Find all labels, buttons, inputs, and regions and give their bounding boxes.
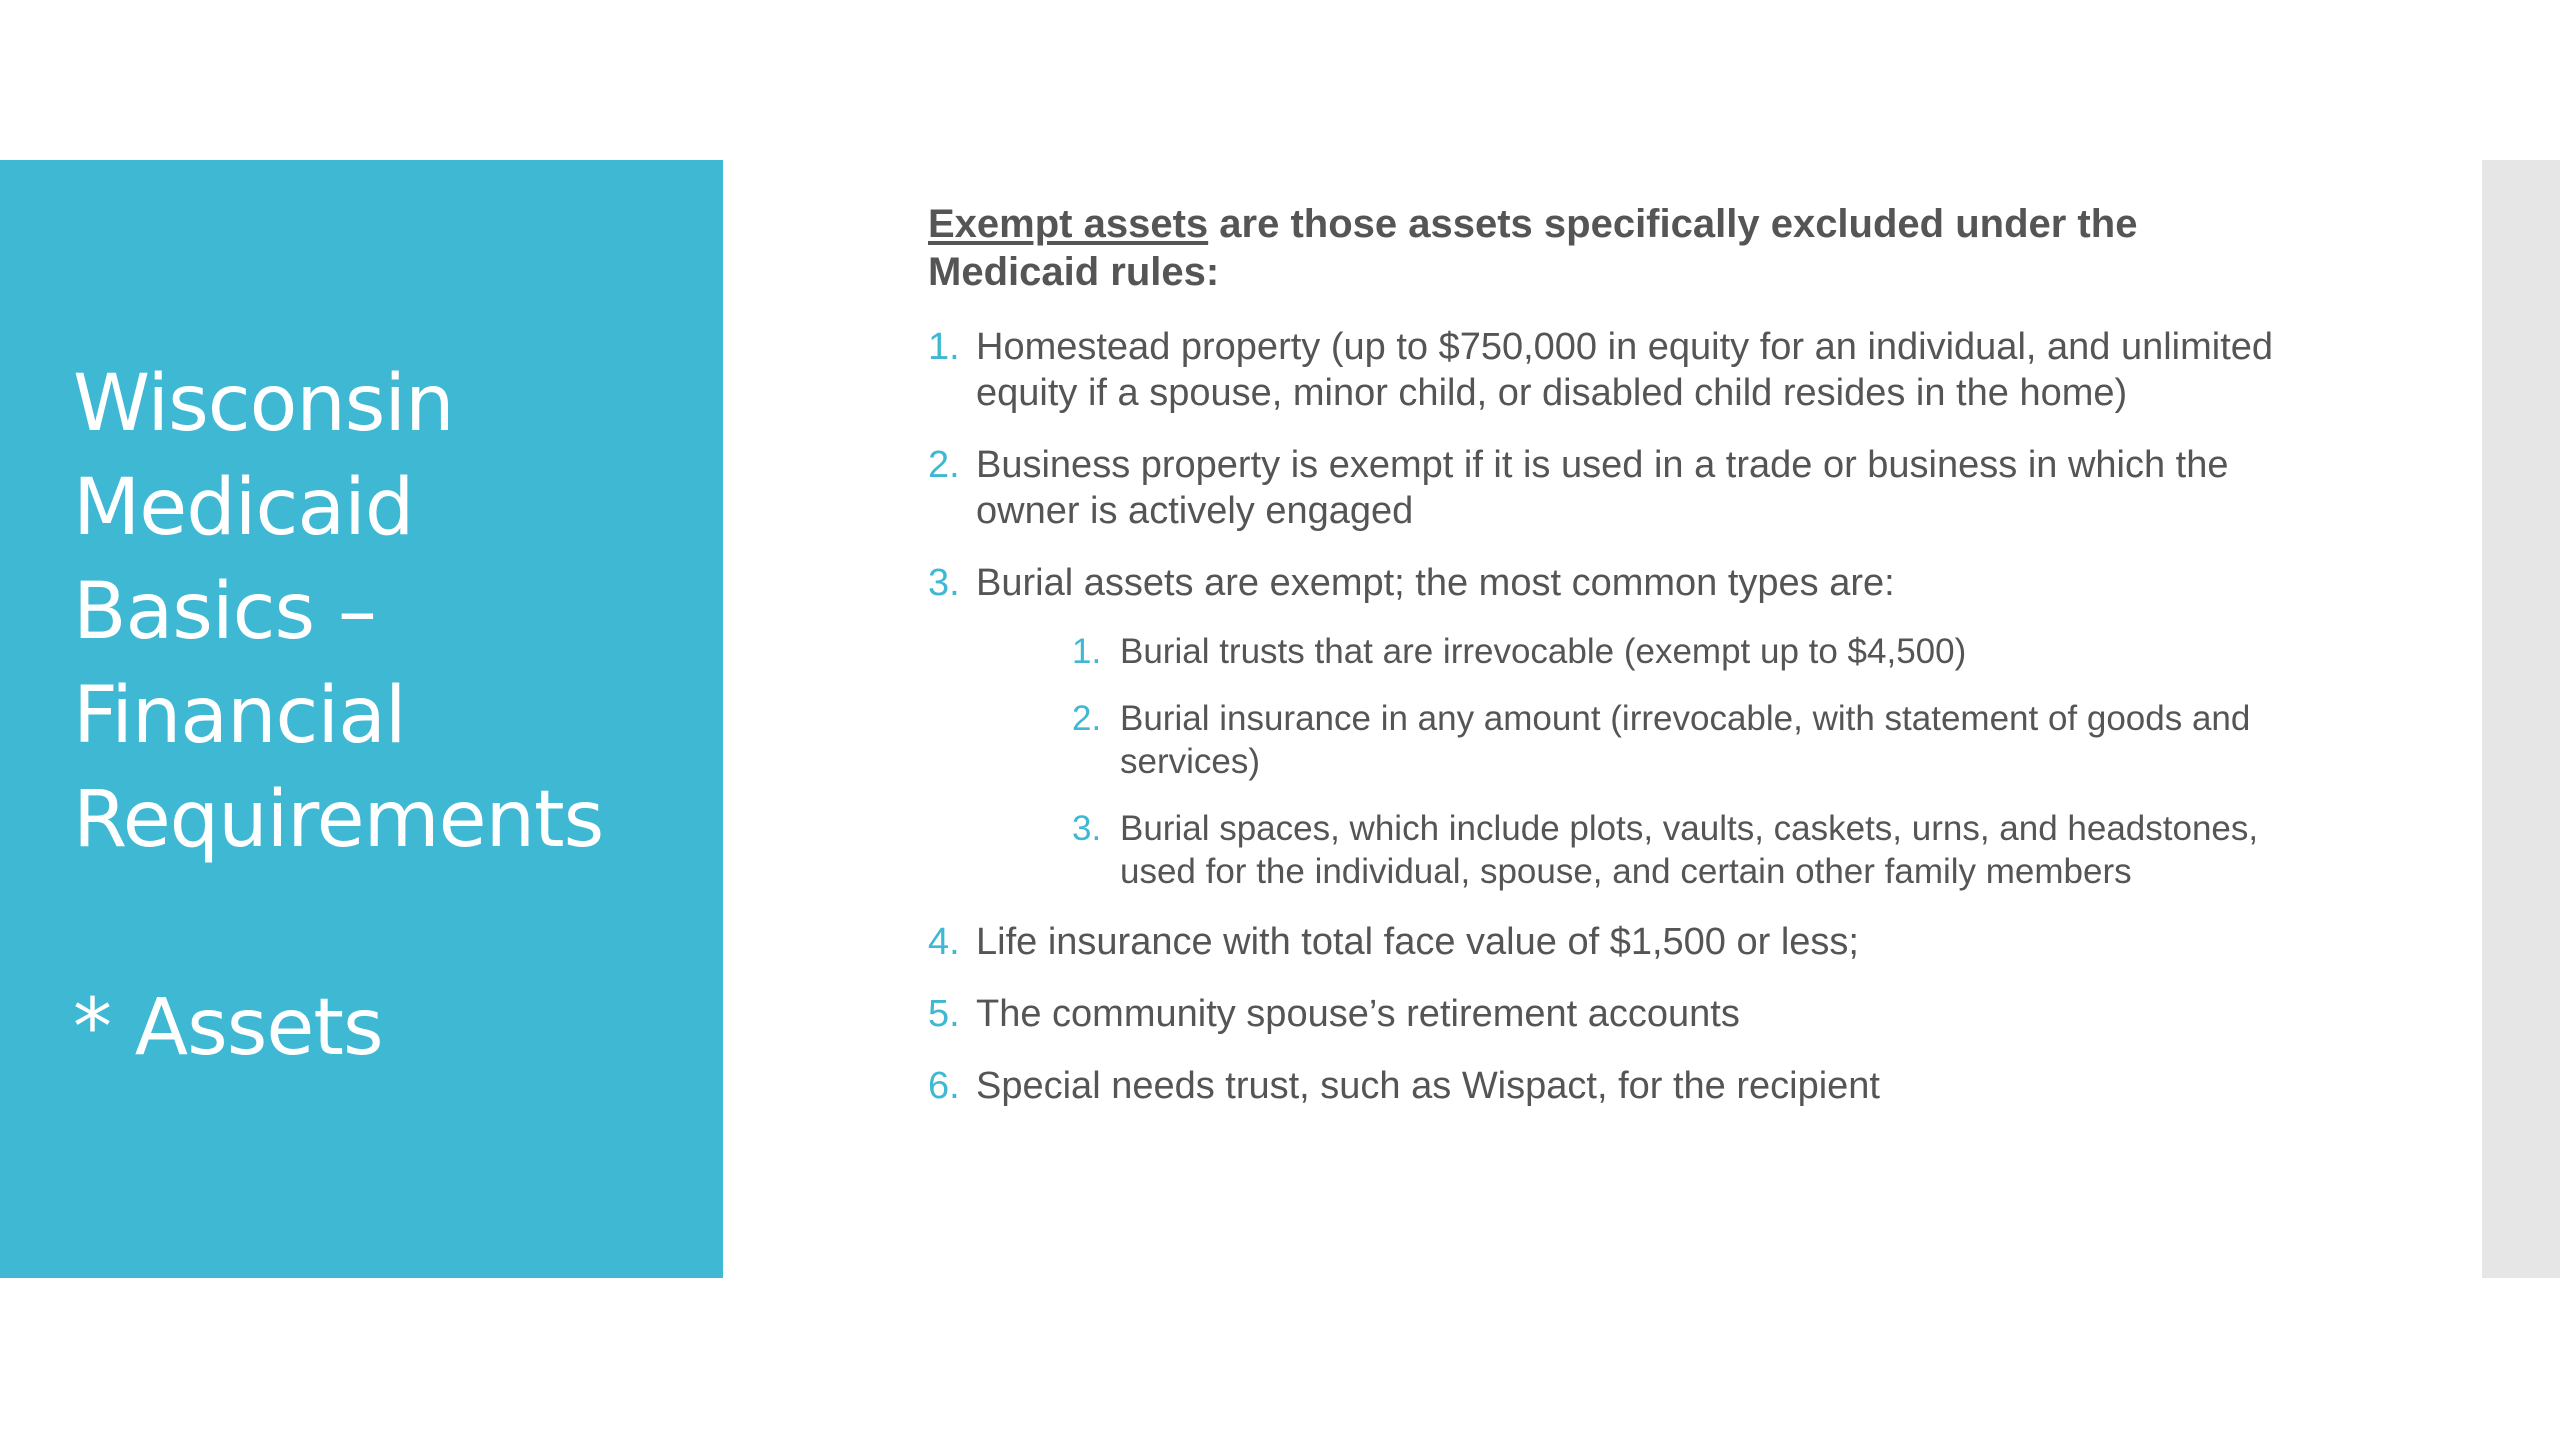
slide-subtitle: * Assets [73,983,383,1073]
sublist-number: 1. [1072,632,1102,671]
slide-content [928,200,2308,1135]
list-item [928,1063,2308,1109]
title-line: Medicaid [73,463,414,553]
list-item [928,919,2308,965]
side-decoration-bar [2482,160,2560,1278]
list-text: Life insurance with total face value of $1,500 or less; [976,921,1859,963]
title-line: Wisconsin [73,359,454,449]
sublist-text: Burial spaces, which include plots, vaults, caskets, urns, and headstones, used for the individual, spouse, and certain other family members [1120,809,2259,891]
sublist-number: 3. [1072,809,1102,848]
sublist-item [1072,697,2308,783]
burial-assets-sublist [976,630,2308,893]
title-spacer [73,872,693,976]
list-text: Special needs trust, such as Wispact, for the recipient [976,1065,1880,1107]
intro-heading [928,200,2308,296]
sublist-number: 2. [1072,699,1102,738]
list-number: 3. [928,562,960,604]
list-text: Homestead property (up to $750,000 in equity for an individual, and unlimited equity if a spouse, minor child, or disabled child resides in the home) [976,326,2274,414]
list-text: Business property is exempt if it is used in a trade or business in which the owner is actively engaged [976,444,2229,532]
list-item [928,324,2308,416]
list-item [928,442,2308,534]
list-number: 5. [928,993,960,1035]
list-item [928,991,2308,1037]
exempt-assets-list [928,324,2308,1109]
list-number: 4. [928,921,960,963]
title-line: Requirements [73,775,604,865]
sublist-item [1072,630,2308,673]
sublist-item [1072,807,2308,893]
list-number: 2. [928,444,960,486]
list-text: Burial assets are exempt; the most common types are: [976,562,1895,604]
list-number: 6. [928,1065,960,1107]
list-item [928,560,2308,893]
title-line: Financial [73,671,406,761]
title-line: Basics – [73,567,376,657]
list-number: 1. [928,326,960,368]
list-text: The community spouse’s retirement accounts [976,993,1740,1035]
slide-title [73,352,693,1080]
intro-underlined-term: Exempt assets [928,202,1209,246]
sublist-text: Burial insurance in any amount (irrevocable, with statement of goods and services) [1120,699,2251,781]
sublist-text: Burial trusts that are irrevocable (exempt up to $4,500) [1120,632,1967,671]
intro-rest: are those assets specifically excluded under the Medicaid rules: [928,202,2138,294]
